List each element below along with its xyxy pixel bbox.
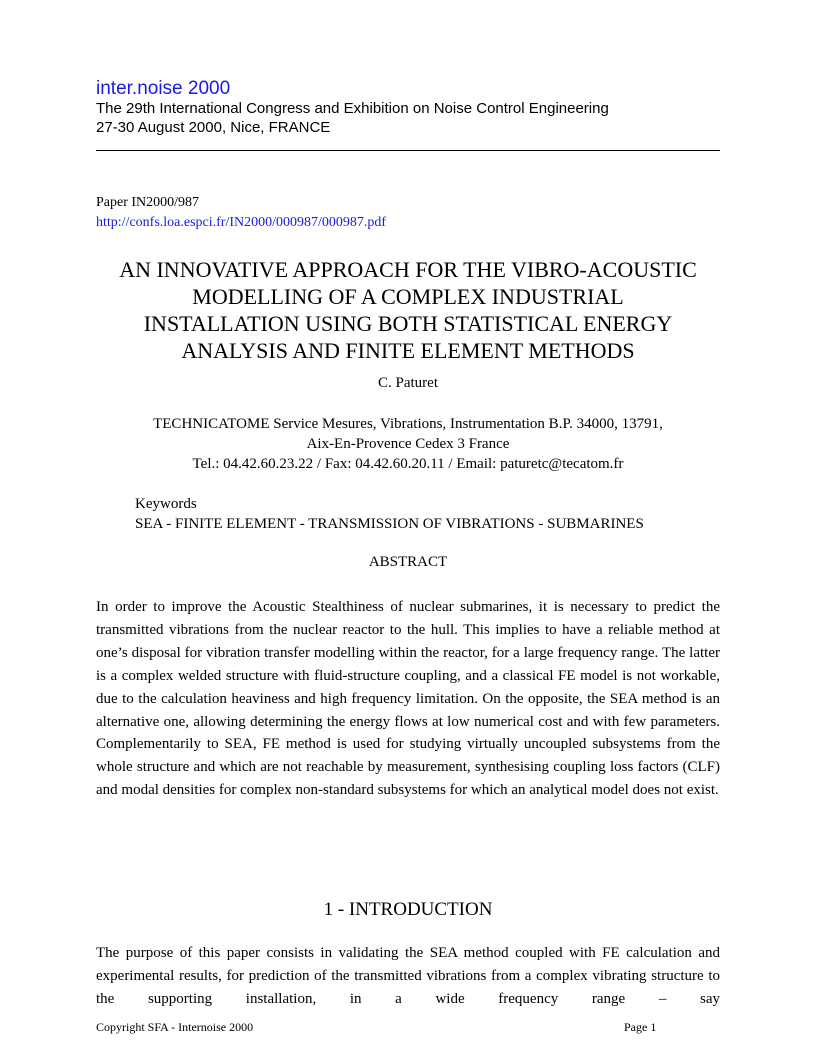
paper-url-link[interactable]: http://confs.loa.espci.fr/IN2000/000987/000987.pdf <box>96 215 387 230</box>
footer-copyright: Copyright SFA - Internoise 2000 <box>96 1020 254 1034</box>
conference-subtitle: The 29th International Congress and Exhibition on Noise Control Engineering <box>96 100 609 117</box>
header-divider <box>96 150 720 151</box>
affiliation-contact: Tel.: 04.42.60.23.22 / Fax: 04.42.60.20.11 / Email: paturetc@tecatom.fr <box>192 456 624 472</box>
paper-id: Paper IN2000/987 <box>96 195 200 210</box>
title-line: MODELLING OF A COMPLEX INDUSTRIAL <box>192 284 624 309</box>
affiliation-line: Aix-En-Provence Cedex 3 France <box>306 436 510 452</box>
paper-title <box>96 256 720 364</box>
keywords-label: Keywords <box>135 496 197 512</box>
title-line: AN INNOVATIVE APPROACH FOR THE VIBRO-ACOUSTIC <box>119 257 697 282</box>
introduction-text: The purpose of this paper consists in validating the SEA method coupled with FE calculation and experimental results, for prediction of the transmitted vibrations from a complex vibrating structure to the supporting installation, in a wide frequency range – say <box>96 945 720 1007</box>
conference-date-location: 27-30 August 2000, Nice, FRANCE <box>96 119 331 136</box>
author-affiliation <box>96 414 720 474</box>
paper-page <box>96 0 720 1056</box>
author-name: C. Paturet <box>378 375 438 391</box>
introduction-heading: 1 - INTRODUCTION <box>323 899 493 920</box>
affiliation-line: TECHNICATOME Service Mesures, Vibrations, Instrumentation B.P. 34000, 13791, <box>153 416 663 432</box>
keywords-list: SEA - FINITE ELEMENT - TRANSMISSION OF VIBRATIONS - SUBMARINES <box>135 516 644 532</box>
title-line: ANALYSIS AND FINITE ELEMENT METHODS <box>181 338 635 363</box>
conference-name: inter.noise 2000 <box>96 78 231 99</box>
abstract-text: In order to improve the Acoustic Stealthiness of nuclear submarines, it is necessary to predict the transmitted vibrations from the nuclear reactor to the hull. This implies to have a reliable method at one’s disposal for vibration transfer modelling within the reactor, for a large frequency range. The latter is a complex welded structure with fluid-structure coupling, and a classical FE model is not workable, due to the calculation heaviness and high frequency limitation. On the opposite, the SEA method is an alternative one, allowing determining the energy flows at low numerical cost and with few parameters. Complementarily to SEA, FE method is used for studying virtually uncoupled subsystems from the whole structure and which are not reachable by measurement, synthesising coupling loss factors (CLF) and modal densities for complex non-standard subsystems for which an analytical model does not exist. <box>96 599 720 799</box>
title-line: INSTALLATION USING BOTH STATISTICAL ENERGY <box>143 311 673 336</box>
abstract-heading: ABSTRACT <box>368 554 448 570</box>
page-number: Page 1 <box>624 1020 657 1034</box>
